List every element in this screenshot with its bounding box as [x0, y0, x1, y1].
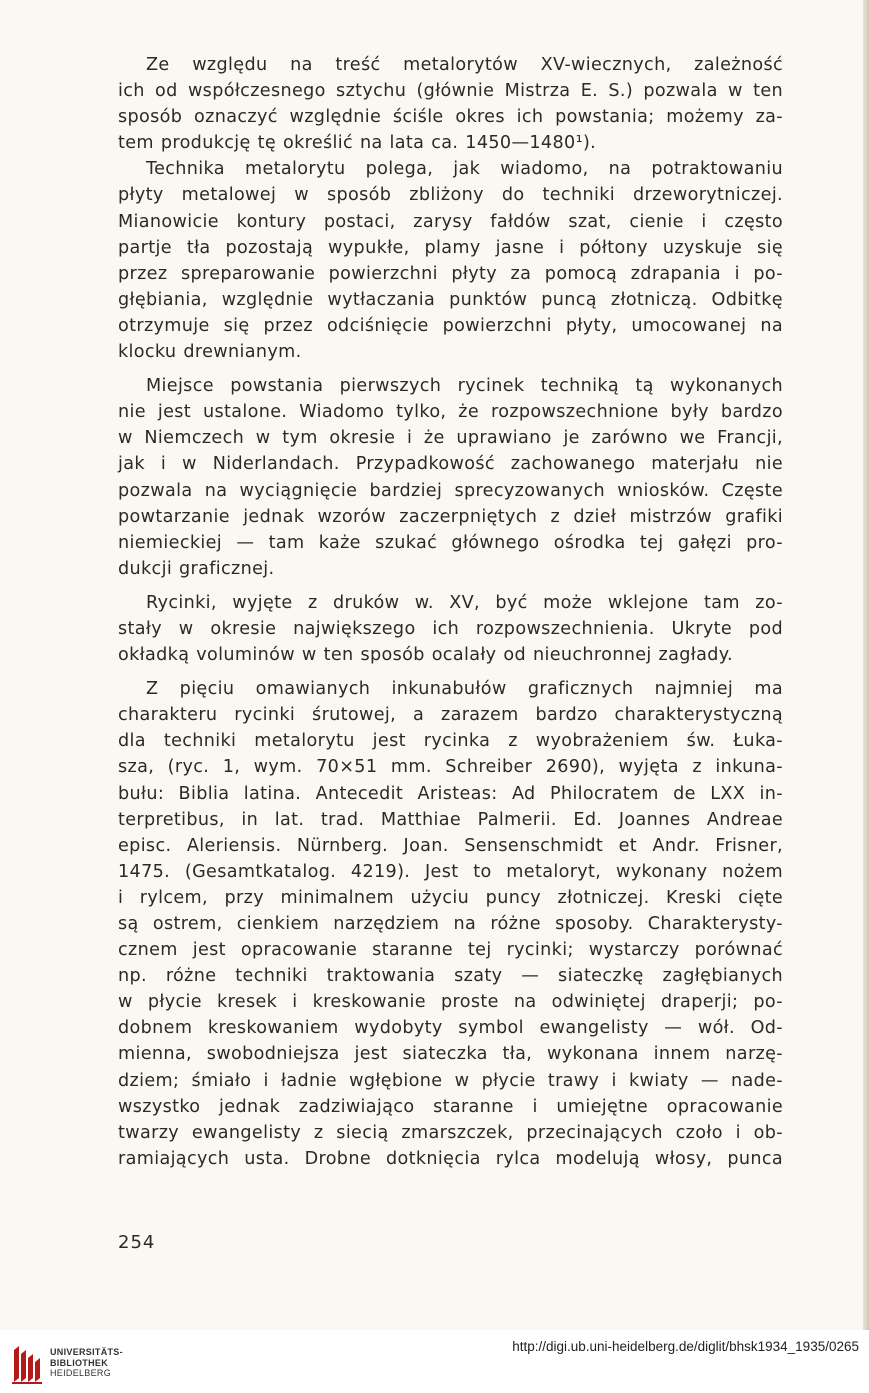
text-line: w Niemczech w tym okresie i że uprawiano je zarówno we Francji,	[118, 428, 783, 449]
library-name-line: HEIDELBERG	[50, 1368, 112, 1378]
text-line: otrzymuje się przez odciśnięcie powierzchni płyty, umocowanej na	[118, 315, 783, 336]
text-line: przez spreparowanie powierzchni płyty za pomocą zdrapania i po-	[118, 263, 783, 284]
text-line: Ze względu na treść metalorytów XV-wiecznych, zależność	[146, 55, 783, 75]
text-line: sposób oznaczyć względnie ściśle okres ich powstania; możemy za-	[118, 107, 783, 128]
text-line: dobnem kreskowaniem wydobyty symbol ewangelisty — wół. Od-	[118, 1018, 783, 1039]
text-line: terpretibus, in lat. trad. Matthiae Palmerii. Ed. Joannes Andreae	[118, 809, 783, 830]
text-line: mienna, swobodniejsza jest siateczka tła, wykonana innem narzę-	[118, 1044, 783, 1065]
text-line: dla techniki metalorytu jest rycinka z wyobrażeniem św. Łuka-	[118, 731, 783, 752]
text-line: twarzy ewangelisty z siecią zmarszczek, przecinających czoło i ob-	[118, 1122, 783, 1143]
text-line: partje tła pozostają wypukłe, plamy jasne i półtony uzyskuje się	[118, 237, 783, 258]
paragraph-gap	[118, 668, 783, 676]
text-line: okładką voluminów w ten sposób ocalały od nieuchronnej zagłady.	[118, 645, 733, 666]
text-line: cznem jest opracowanie staranne tej rycinki; wystarczy porównać	[118, 940, 783, 961]
university-library-logo-icon	[10, 1342, 44, 1386]
text-line: np. różne techniki traktowania szaty — siateczkę zagłębianych	[118, 966, 783, 987]
text-line: i rylcem, przy minimalnem użyciu puncy złotniczej. Kreski cięte	[118, 887, 783, 908]
text-line: w płycie kresek i kreskowanie proste na odwiniętej draperji; po-	[118, 992, 783, 1013]
text-line: głębiania, względnie wytłaczania punktów puncą złotniczą. Odbitkę	[118, 289, 783, 310]
text-line: są ostrem, cienkiem narzędziem na różne sposoby. Charakterysty-	[118, 914, 783, 934]
book-page-text	[118, 52, 783, 1172]
text-line: bułu: Biblia latina. Antecedit Aristeas: Ad Philocratem de LXX in-	[118, 783, 783, 804]
page-edge-shadow	[863, 0, 869, 1330]
library-name-line: BIBLIOTHEK	[50, 1357, 108, 1368]
text-line: dukcji graficznej.	[118, 558, 275, 579]
paragraph-2	[118, 156, 783, 365]
text-line: wszystko jednak zadziwiająco staranne i umiejętne opracowanie	[118, 1096, 783, 1117]
paragraph-gap	[118, 365, 783, 373]
paragraph-gap	[118, 582, 783, 590]
text-line: Mianowicie kontury postaci, zarysy fałdów szat, cienie i często	[118, 211, 783, 232]
text-line: powtarzanie jednak wzorów zaczerpniętych z dzieł mistrzów grafiki	[118, 506, 783, 527]
text-line: tem produkcję tę określić na lata ca. 1450—1480¹).	[118, 133, 597, 154]
digital-copy-url[interactable]: http://digi.ub.uni-heidelberg.de/diglit/bhsk1934_1935/0265	[512, 1339, 859, 1354]
paragraph-3	[118, 373, 783, 582]
digitization-footer	[0, 1330, 869, 1393]
text-line: nie jest ustalone. Wiadomo tylko, że rozpowszechnione były bardzo	[118, 402, 783, 423]
library-name-line: UNIVERSITÄTS-	[50, 1347, 123, 1357]
text-line: stały w okresie największego ich rozpowszechnienia. Ukryte pod	[118, 618, 783, 639]
library-name	[50, 1347, 123, 1379]
text-line: episc. Aleriensis. Nürnberg. Joan. Sensenschmidt et Andr. Frisner,	[118, 835, 783, 856]
text-line: 1475. (Gesamtkatalog. 4219). Jest to metaloryt, wykonany nożem	[118, 861, 783, 882]
text-line: płyty metalowej w sposób zbliżony do techniki drzeworytniczej.	[118, 185, 783, 206]
text-line: dziem; śmiało i ładnie wgłębione w płycie trawy i kwiaty — nade-	[118, 1070, 783, 1091]
text-line: ich od współczesnego sztychu (głównie Mistrza E. S.) pozwala w ten	[118, 81, 783, 102]
text-line: Rycinki, wyjęte z druków w. XV, być może wklejone tam zo-	[146, 592, 783, 613]
text-line: pozwala na wyciągnięcie bardziej sprecyzowanych wniosków. Częste	[118, 480, 783, 501]
text-line: niemieckiej — tam każe szukać głównego ośrodka tej gałęzi pro-	[118, 532, 783, 553]
text-line: Technika metalorytu polega, jak wiadomo, na potraktowaniu	[146, 159, 783, 180]
paragraph-4	[118, 590, 783, 668]
text-line: charakteru rycinki śrutowej, a zarazem bardzo charakterystyczną	[118, 705, 783, 726]
text-line: sza, (ryc. 1, wym. 70×51 mm. Schreiber 2690), wyjęta z inkuna-	[118, 757, 783, 778]
text-line: Z pięciu omawianych inkunabułów graficznych najmniej ma	[146, 679, 783, 700]
paragraph-5	[118, 676, 783, 1172]
text-line: jak i w Niderlandach. Przypadkowość zachowanego materjału nie	[118, 454, 783, 475]
page-number: 254	[118, 1232, 156, 1253]
text-line: ramiających usta. Drobne dotknięcia rylca modelują włosy, punca	[118, 1148, 783, 1169]
text-line: Miejsce powstania pierwszych rycinek techniką tą wykonanych	[146, 376, 783, 397]
paragraph-1	[118, 52, 783, 156]
text-line: klocku drewnianym.	[118, 342, 302, 363]
